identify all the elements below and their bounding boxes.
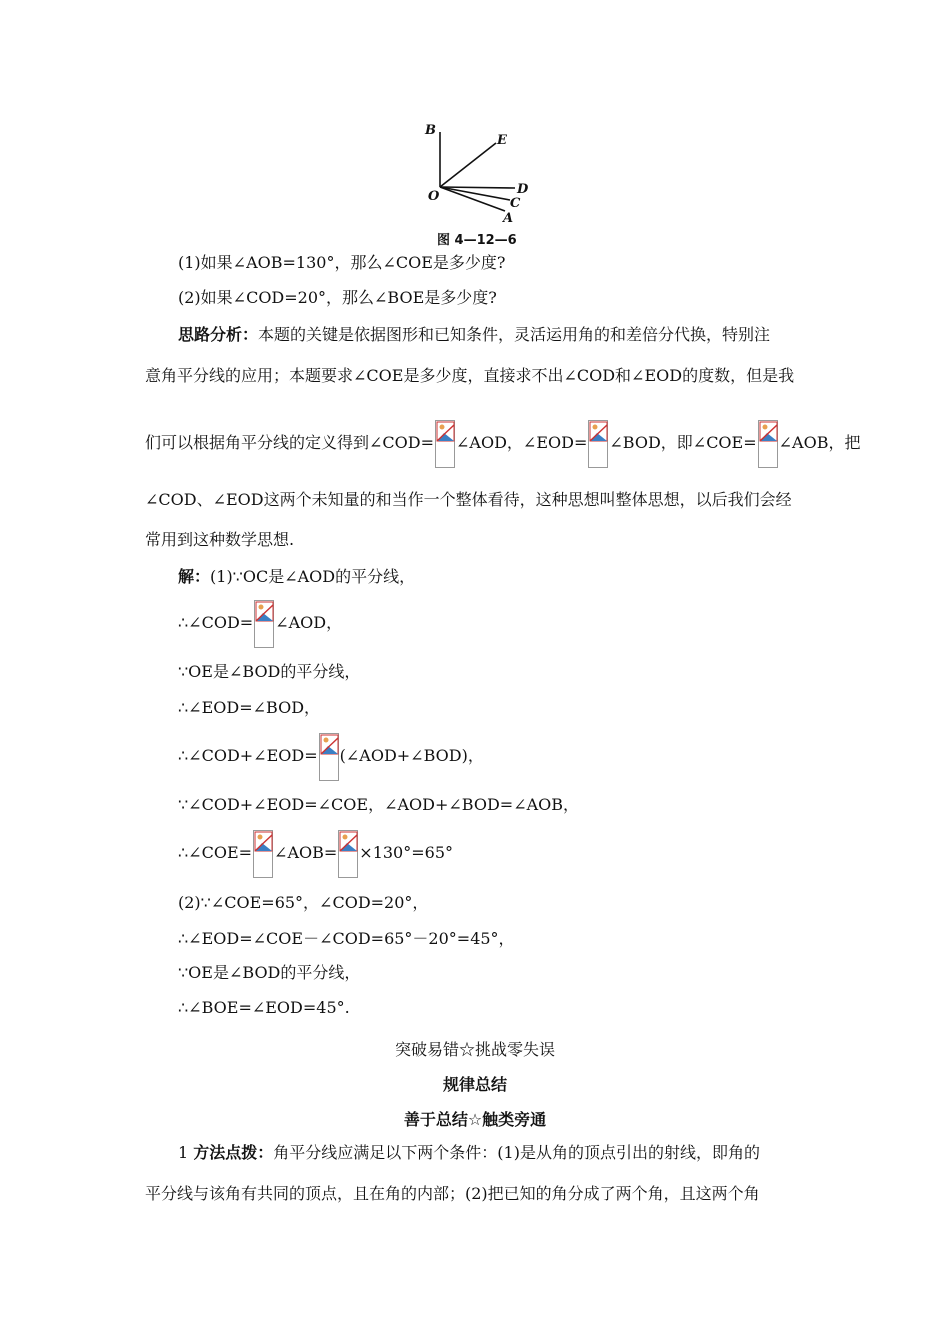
ray-oe [440,143,496,187]
solution-line-4: ∴∠EOD=∠BOD， [178,698,321,717]
question-2: (2)如果∠COD=20°，那么∠BOE是多少度? [178,288,497,307]
analysis-text-3a: 们可以根据角平分线的定义得到∠COD= [145,433,435,452]
section-heading-sum-up: 善于总结☆触类旁通 [403,1110,547,1129]
fraction-half-image [588,420,608,468]
solution-text-2b: ∠AOD， [275,613,343,632]
label-o: O [428,189,440,204]
ray-od [440,187,515,188]
analysis-text-3d: ∠AOB，把 [778,433,861,452]
analysis-line-1 [178,325,770,345]
method-line-1 [178,1143,760,1163]
angle-figure [420,120,530,232]
analysis-text-1: 本题的关键是依据图形和已知条件，灵活运用角的和差倍分代换，特别注 [258,325,771,344]
label-e: E [497,133,507,148]
solution-text-2a: ∴∠COD= [178,613,254,632]
solution-text-7b: ∠AOB= [274,843,338,862]
question-1: (1)如果∠AOB=130°，那么∠COE是多少度? [178,253,506,272]
analysis-line-3 [145,418,860,468]
solution-line-11: ∴∠BOE=∠EOD=45°. [178,998,350,1017]
label-a: A [503,211,514,226]
analysis-line-4: ∠COD、∠EOD这两个未知量的和当作一个整体看待，这种思想叫整体思想，以后我们会经 [145,490,792,509]
solution-text-7c: ×130°=65° [359,843,453,862]
ray-oa [440,187,505,211]
analysis-text-3c: ∠BOD，即∠COE= [609,433,757,452]
solution-line-3: ∵OE是∠BOD的平分线， [178,662,361,681]
analysis-label: 思路分析： [178,325,259,344]
section-heading-errors: 突破易错☆挑战零失误 [394,1040,555,1059]
method-number: 1 [178,1143,189,1162]
analysis-line-2: 意角平分线的应用；本题要求∠COE是多少度，直接求不出∠COD和∠EOD的度数，但是我 [145,366,795,385]
method-line-2: 平分线与该角有共同的顶点，且在角的内部；(2)把已知的角分成了两个角，且这两个角 [145,1184,760,1203]
solution-text-5a: ∴∠COD+∠EOD= [178,746,318,765]
solution-text-1: (1)∵OC是∠AOD的平分线， [210,567,416,586]
solution-label: 解： [178,567,211,586]
solution-line-9: ∴∠EOD=∠COE－∠COD=65°－20°=45°， [178,929,515,948]
method-label: 方法点拨： [193,1143,274,1162]
label-c: C [510,196,521,211]
solution-line-7 [178,828,453,878]
section-heading-summary: 规律总结 [442,1075,507,1094]
figure-caption: 图 4—12—6 [437,233,517,248]
fraction-half-image [254,600,274,648]
analysis-text-3b: ∠AOD，∠EOD= [456,433,588,452]
label-b: B [425,123,436,138]
method-text-1: 角平分线应满足以下两个条件：(1)是从角的顶点引出的射线，即角的 [273,1143,760,1162]
solution-text-5b: (∠AOD+∠BOD)， [339,746,484,765]
fraction-half-image [758,420,778,468]
solution-line-6: ∵∠COD+∠EOD=∠COE，∠AOD+∠BOD=∠AOB， [178,795,580,814]
fraction-half-image [253,830,273,878]
solution-line-5 [178,731,484,781]
solution-line-2 [178,598,342,648]
solution-text-7a: ∴∠COE= [178,843,253,862]
fraction-half-image [338,830,358,878]
fraction-half-image [435,420,455,468]
analysis-line-5: 常用到这种数学思想. [145,530,295,549]
solution-line-8: (2)∵∠COE=65°，∠COD=20°， [178,893,429,912]
label-d: D [517,182,529,197]
solution-line-10: ∵OE是∠BOD的平分线， [178,963,361,982]
solution-line-1 [178,567,415,587]
fraction-half-image [319,733,339,781]
ray-oc [440,187,510,200]
